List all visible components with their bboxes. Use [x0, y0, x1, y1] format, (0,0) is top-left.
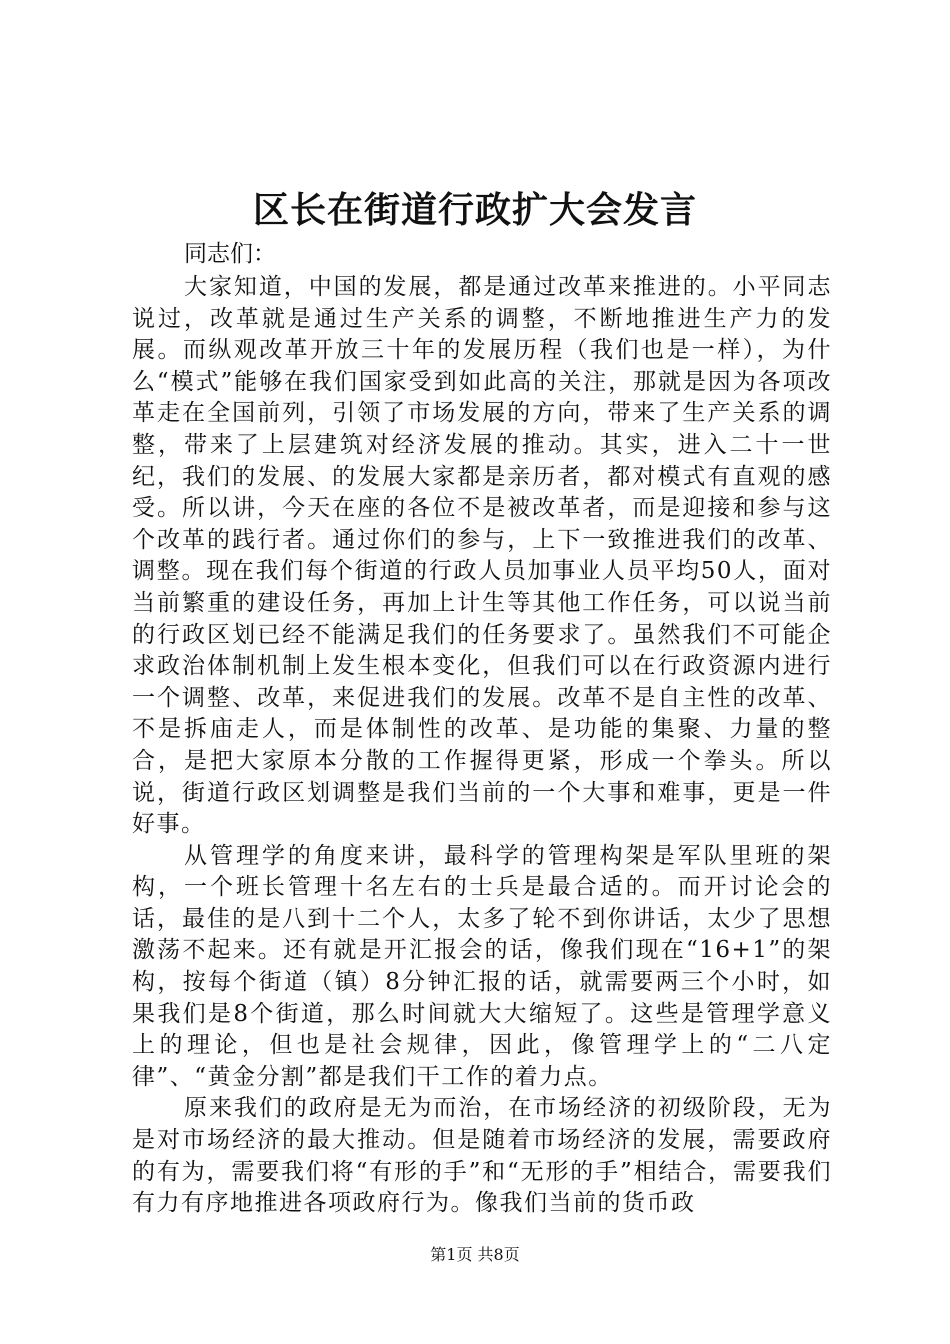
page-number-footer: 第1页 共8页 [430, 1245, 520, 1264]
document-title: 区长在街道行政扩大会发言 [252, 189, 697, 231]
salutation: 同志们： [184, 241, 276, 267]
paragraph-1: 大家知道，中国的发展，都是通过改革来推进的。小平同志说过，改革就是通过生产关系的调整，不断地推进生产力的发展。而纵观改革开放三十年的发展历程（我们也是一样），为什么“模式”能够在我们国家受到如此高的关注，那就是因为各项改革走在全国前列，引领了市场发展的方向，带来了生产关系的调整，带来了上层建筑对经济发展的推动。其实，进入二十一世纪，我们的发展、的发展大家都是亲历者，都对模式有直观的感受。所以讲，今天在座的各位不是被改革者，而是迎接和参与这个改革的践行者。通过你们的参与，上下一致推进我们的改革、调整。现在我们每个街道的行政人员加事业人员平均50人，面对当前繁重的建设任务，再加上计生等其他工作任务，可以说当前的行政区划已经不能满足我们的任务要求了。虽然我们不可能企求政治体制机制上发生根本变化，但我们可以在行政资源内进行一个调整、改革，来促进我们的发展。改革不是自主性的改革、不是拆庙走人，而是体制性的改革、是功能的集聚、力量的整合，是把大家原本分散的工作握得更紧，形成一个拳头。所以说，街道行政区划调整是我们当前的一个大事和难事，更是一件好事。 [132, 274, 832, 838]
paragraph-3: 原来我们的政府是无为而治，在市场经济的初级阶段，无为是对市场经济的最大推动。但是随着市场经济的发展，需要政府的有为，需要我们将“有形的手”和“无形的手”相结合，需要我们有力有序地推进各项政府行为。像我们当前的货币政 [132, 1095, 832, 1217]
document-body [132, 238, 832, 1220]
paragraph-2: 从管理学的角度来讲，最科学的管理构架是军队里班的架构，一个班长管理十名左右的士兵是最合适的。而开讨论会的话，最佳的是八到十二个人，太多了轮不到你讲话，太少了思想激荡不起来。还有就是开汇报会的话，像我们现在“16+1”的架构，按每个街道（镇）8分钟汇报的话，就需要两三个小时，如果我们是8个街道，那么时间就大大缩短了。这些是管理学意义上的理论，但也是社会规律，因此，像管理学上的“二八定律”、“黄金分割”都是我们干工作的着力点。 [132, 842, 832, 1090]
